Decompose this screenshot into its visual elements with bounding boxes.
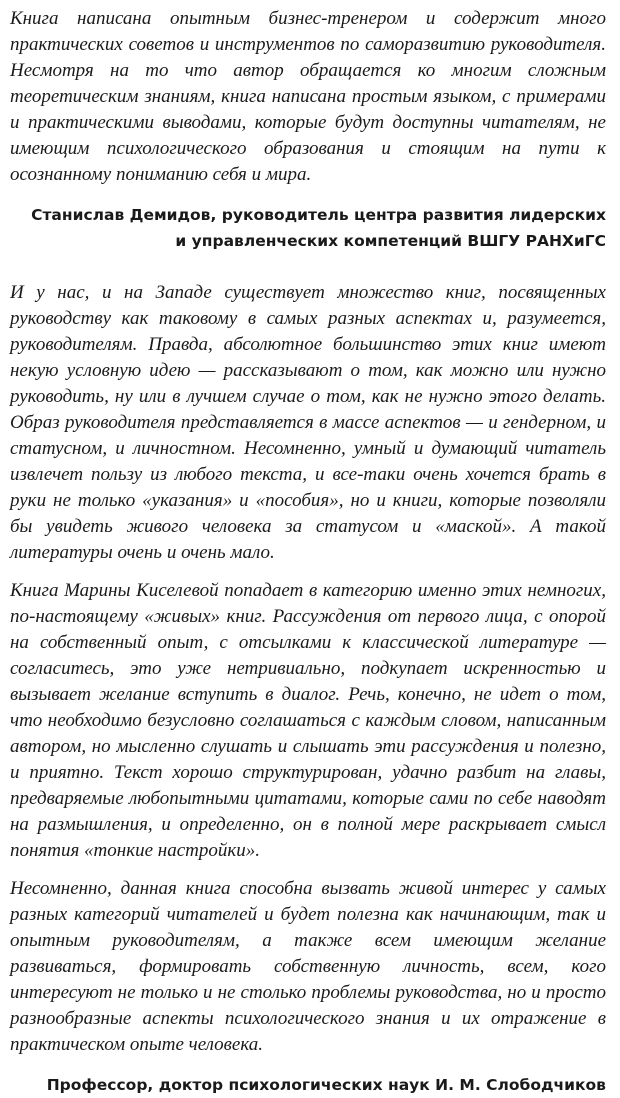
review-demidov-attribution (10, 202, 606, 254)
review-demidov (10, 6, 606, 254)
review-slobodchikov-attribution (10, 1072, 606, 1098)
review-demidov-text: Книга написана опытным бизнес-тренером и содержит много практических советов и инструментов по саморазвитию руководителя. Несмотря на то что автор обращается ко многим сложным теоретическим знаниям, книга написана простым языком, с примерами и практическими выводами, которые будут доступны читателям, не имеющим психологического образования и стоящим на пути к осознанному пониманию себя и мира. (10, 8, 606, 185)
review-paragraph-3: Несомненно, данная книга способна вызвать живой интерес у самых разных категорий читателей и будет полезна как начинающим, так и опытным руководителям, а также всем имеющим желание развиваться, формировать собственную личность, всем, кого интересуют не только и не столько проблемы руководства, но и просто разнообразные аспекты психологического знания и их отражение в практическом опыте человека. (10, 878, 606, 1055)
attribution-slobodchikov: Профессор, доктор психологических наук И. М. Слободчиков (46, 1076, 606, 1094)
review-paragraph-2: Книга Марины Киселевой попадает в категорию именно этих немногих, по-настоящему «живых» книг. Рассуждения от первого лица, с опорой на собственный опыт, с отсылками к классической литературе — согласитесь, это уже нетривиально, подкупает искренностью и вызывает желание вступить в диалог. Речь, конечно, не идет о том, что необходимо безусловно соглашаться с каждым словом, написанным автором, но мысленно слушать и слышать эти рассуждения и полезно, и приятно. Текст хорошо структурирован, удачно разбит на главы, предваряемые любопытными цитатами, которые сами по себе наводят на размышления, и определенно, он в полной мере раскрывает смысл понятия «тонкие настройки». (10, 580, 606, 861)
review-slobodchikov (10, 280, 606, 1098)
review-paragraph-1: И у нас, и на Западе существует множество книг, посвященных руководству как таковому в самых разных аспектах и, разумеется, руководителям. Правда, абсолютное большинство этих книг имеют некую условную идею — рассказывают о том, как можно или нужно руководить, ну или в лучшем случае о том, как не нужно этого делать. Образ руководителя представляется в массе аспектов — и гендерном, и статусном, и личностном. Несомненно, умный и думающий читатель извлечет пользу из любого текста, и все-таки очень хочется брать в руки не только «указания» и «пособия», но и книги, которые позволяли бы увидеть живого человека за статусом и «маской». А такой литературы очень и очень мало. (10, 282, 606, 563)
attribution-line-1: Станислав Демидов, руководитель центра развития лидерских (31, 206, 606, 224)
attribution-line-2: и управленческих компетенций ВШГУ РАНХиГС (175, 232, 606, 250)
book-page (10, 6, 606, 1098)
